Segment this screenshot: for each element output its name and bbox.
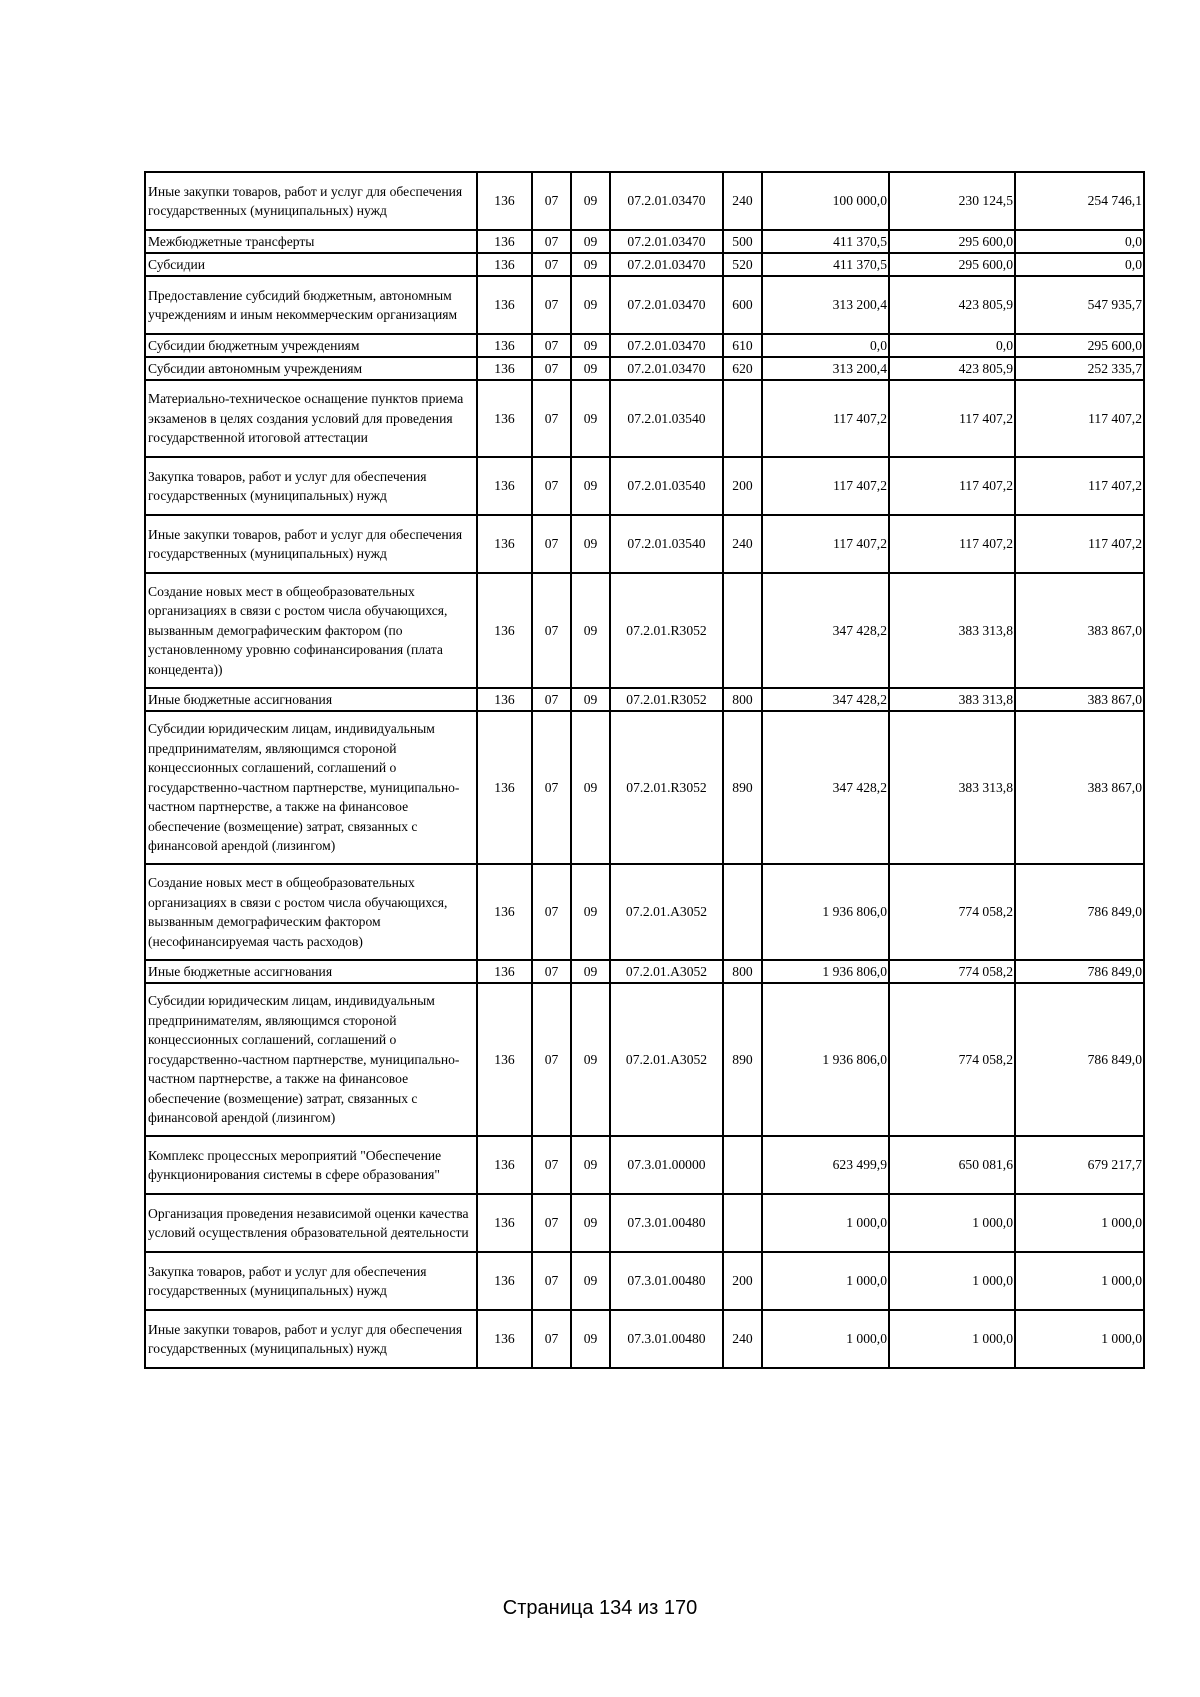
cell-expense-type: 200 bbox=[723, 1252, 762, 1310]
table-row bbox=[145, 172, 1144, 230]
cell-amount-year-2: 230 124,5 bbox=[889, 172, 1015, 230]
cell-subsection: 09 bbox=[571, 172, 610, 230]
cell-amount-year-1: 1 000,0 bbox=[762, 1194, 889, 1252]
cell-amount-year-2: 117 407,2 bbox=[889, 380, 1015, 457]
cell-amount-year-3: 0,0 bbox=[1015, 253, 1144, 276]
cell-subsection: 09 bbox=[571, 230, 610, 253]
cell-section: 07 bbox=[532, 357, 571, 380]
cell-name: Закупка товаров, работ и услуг для обеспечения государственных (муниципальных) нужд bbox=[145, 457, 477, 515]
cell-name: Иные закупки товаров, работ и услуг для обеспечения государственных (муниципальных) нужд bbox=[145, 515, 477, 573]
cell-amount-year-1: 347 428,2 bbox=[762, 573, 889, 688]
table-row bbox=[145, 864, 1144, 960]
cell-amount-year-2: 1 000,0 bbox=[889, 1252, 1015, 1310]
table-row bbox=[145, 276, 1144, 334]
cell-ministry-code: 136 bbox=[477, 172, 532, 230]
table-row bbox=[145, 253, 1144, 276]
cell-expense-type: 620 bbox=[723, 357, 762, 380]
cell-target-article: 07.2.01.03470 bbox=[610, 276, 723, 334]
cell-subsection: 09 bbox=[571, 253, 610, 276]
cell-expense-type: 240 bbox=[723, 172, 762, 230]
cell-amount-year-1: 1 936 806,0 bbox=[762, 960, 889, 983]
cell-ministry-code: 136 bbox=[477, 357, 532, 380]
cell-target-article: 07.2.01.03470 bbox=[610, 253, 723, 276]
cell-section: 07 bbox=[532, 711, 571, 864]
cell-name: Организация проведения независимой оценки качества условий осуществления образовательной деятельности bbox=[145, 1194, 477, 1252]
cell-amount-year-3: 679 217,7 bbox=[1015, 1136, 1144, 1194]
cell-ministry-code: 136 bbox=[477, 380, 532, 457]
cell-amount-year-3: 252 335,7 bbox=[1015, 357, 1144, 380]
cell-amount-year-1: 411 370,5 bbox=[762, 253, 889, 276]
table-row bbox=[145, 711, 1144, 864]
cell-expense-type: 890 bbox=[723, 983, 762, 1136]
cell-amount-year-2: 383 313,8 bbox=[889, 688, 1015, 711]
cell-amount-year-3: 383 867,0 bbox=[1015, 711, 1144, 864]
cell-amount-year-3: 1 000,0 bbox=[1015, 1252, 1144, 1310]
cell-amount-year-1: 117 407,2 bbox=[762, 380, 889, 457]
cell-section: 07 bbox=[532, 276, 571, 334]
cell-ministry-code: 136 bbox=[477, 457, 532, 515]
table-row bbox=[145, 1252, 1144, 1310]
table-row bbox=[145, 380, 1144, 457]
cell-subsection: 09 bbox=[571, 983, 610, 1136]
cell-subsection: 09 bbox=[571, 515, 610, 573]
cell-name: Субсидии bbox=[145, 253, 477, 276]
cell-subsection: 09 bbox=[571, 357, 610, 380]
cell-name: Материально-техническое оснащение пунктов приема экзаменов в целях создания условий для проведения государственной итоговой аттестации bbox=[145, 380, 477, 457]
cell-amount-year-3: 1 000,0 bbox=[1015, 1310, 1144, 1368]
cell-subsection: 09 bbox=[571, 864, 610, 960]
cell-target-article: 07.2.01.03540 bbox=[610, 380, 723, 457]
cell-subsection: 09 bbox=[571, 380, 610, 457]
cell-amount-year-1: 1 936 806,0 bbox=[762, 864, 889, 960]
cell-expense-type: 610 bbox=[723, 334, 762, 357]
cell-section: 07 bbox=[532, 688, 571, 711]
cell-ministry-code: 136 bbox=[477, 1194, 532, 1252]
table-row bbox=[145, 960, 1144, 983]
cell-section: 07 bbox=[532, 864, 571, 960]
table-row bbox=[145, 1136, 1144, 1194]
cell-amount-year-1: 347 428,2 bbox=[762, 711, 889, 864]
cell-name: Создание новых мест в общеобразовательных организациях в связи с ростом числа обучающихся, вызванным демографическим фактором (несофинансируемая часть расходов) bbox=[145, 864, 477, 960]
cell-amount-year-3: 254 746,1 bbox=[1015, 172, 1144, 230]
table-row bbox=[145, 573, 1144, 688]
cell-target-article: 07.2.01.R3052 bbox=[610, 711, 723, 864]
cell-ministry-code: 136 bbox=[477, 960, 532, 983]
cell-amount-year-1: 0,0 bbox=[762, 334, 889, 357]
cell-section: 07 bbox=[532, 230, 571, 253]
cell-section: 07 bbox=[532, 983, 571, 1136]
cell-amount-year-1: 623 499,9 bbox=[762, 1136, 889, 1194]
cell-target-article: 07.2.01.А3052 bbox=[610, 983, 723, 1136]
cell-expense-type bbox=[723, 1194, 762, 1252]
table-row bbox=[145, 1310, 1144, 1368]
cell-expense-type: 800 bbox=[723, 688, 762, 711]
cell-amount-year-2: 423 805,9 bbox=[889, 276, 1015, 334]
cell-subsection: 09 bbox=[571, 1136, 610, 1194]
cell-name: Межбюджетные трансферты bbox=[145, 230, 477, 253]
cell-section: 07 bbox=[532, 380, 571, 457]
cell-target-article: 07.2.01.03470 bbox=[610, 230, 723, 253]
table-row bbox=[145, 457, 1144, 515]
cell-target-article: 07.3.01.00480 bbox=[610, 1252, 723, 1310]
cell-amount-year-2: 117 407,2 bbox=[889, 457, 1015, 515]
cell-name: Иные бюджетные ассигнования bbox=[145, 688, 477, 711]
cell-expense-type bbox=[723, 1136, 762, 1194]
cell-amount-year-2: 117 407,2 bbox=[889, 515, 1015, 573]
table-row bbox=[145, 1194, 1144, 1252]
cell-section: 07 bbox=[532, 172, 571, 230]
cell-subsection: 09 bbox=[571, 457, 610, 515]
cell-name: Субсидии бюджетным учреждениям bbox=[145, 334, 477, 357]
cell-ministry-code: 136 bbox=[477, 711, 532, 864]
cell-amount-year-1: 411 370,5 bbox=[762, 230, 889, 253]
cell-amount-year-3: 1 000,0 bbox=[1015, 1194, 1144, 1252]
cell-name: Закупка товаров, работ и услуг для обеспечения государственных (муниципальных) нужд bbox=[145, 1252, 477, 1310]
cell-name: Субсидии юридическим лицам, индивидуальным предпринимателям, являющимся стороной концессионных соглашений, соглашений о государственно-частном партнерстве, муниципально-частном партнерстве, а также на финансовое обеспечение (возмещение) затрат, связанных с финансовой арендой (лизингом) bbox=[145, 711, 477, 864]
cell-amount-year-3: 0,0 bbox=[1015, 230, 1144, 253]
cell-ministry-code: 136 bbox=[477, 253, 532, 276]
cell-amount-year-3: 117 407,2 bbox=[1015, 457, 1144, 515]
cell-subsection: 09 bbox=[571, 711, 610, 864]
cell-amount-year-2: 423 805,9 bbox=[889, 357, 1015, 380]
cell-ministry-code: 136 bbox=[477, 983, 532, 1136]
cell-name: Субсидии юридическим лицам, индивидуальным предпринимателям, являющимся стороной концессионных соглашений, соглашений о государственно-частном партнерстве, муниципально-частном партнерстве, а также на финансовое обеспечение (возмещение) затрат, связанных с финансовой арендой (лизингом) bbox=[145, 983, 477, 1136]
cell-amount-year-3: 295 600,0 bbox=[1015, 334, 1144, 357]
cell-target-article: 07.3.01.00480 bbox=[610, 1194, 723, 1252]
cell-amount-year-1: 347 428,2 bbox=[762, 688, 889, 711]
cell-amount-year-2: 383 313,8 bbox=[889, 573, 1015, 688]
cell-expense-type: 800 bbox=[723, 960, 762, 983]
cell-amount-year-3: 786 849,0 bbox=[1015, 864, 1144, 960]
table-row bbox=[145, 334, 1144, 357]
cell-amount-year-3: 786 849,0 bbox=[1015, 983, 1144, 1136]
cell-ministry-code: 136 bbox=[477, 1310, 532, 1368]
cell-name: Иные закупки товаров, работ и услуг для обеспечения государственных (муниципальных) нужд bbox=[145, 1310, 477, 1368]
cell-amount-year-1: 117 407,2 bbox=[762, 457, 889, 515]
cell-target-article: 07.3.01.00480 bbox=[610, 1310, 723, 1368]
table-row bbox=[145, 357, 1144, 380]
cell-target-article: 07.2.01.03470 bbox=[610, 172, 723, 230]
cell-subsection: 09 bbox=[571, 1310, 610, 1368]
cell-expense-type: 600 bbox=[723, 276, 762, 334]
cell-amount-year-3: 383 867,0 bbox=[1015, 573, 1144, 688]
cell-section: 07 bbox=[532, 515, 571, 573]
cell-amount-year-2: 295 600,0 bbox=[889, 230, 1015, 253]
cell-amount-year-2: 774 058,2 bbox=[889, 864, 1015, 960]
cell-section: 07 bbox=[532, 573, 571, 688]
cell-subsection: 09 bbox=[571, 276, 610, 334]
cell-expense-type bbox=[723, 864, 762, 960]
table-row bbox=[145, 983, 1144, 1136]
cell-target-article: 07.2.01.03540 bbox=[610, 457, 723, 515]
cell-amount-year-1: 313 200,4 bbox=[762, 276, 889, 334]
cell-section: 07 bbox=[532, 1252, 571, 1310]
table-row bbox=[145, 515, 1144, 573]
cell-section: 07 bbox=[532, 1136, 571, 1194]
cell-amount-year-2: 650 081,6 bbox=[889, 1136, 1015, 1194]
cell-amount-year-2: 774 058,2 bbox=[889, 983, 1015, 1136]
cell-expense-type: 520 bbox=[723, 253, 762, 276]
cell-section: 07 bbox=[532, 457, 571, 515]
cell-subsection: 09 bbox=[571, 960, 610, 983]
cell-amount-year-3: 117 407,2 bbox=[1015, 380, 1144, 457]
page-number-footer: Страница 134 из 170 bbox=[502, 1597, 698, 1619]
cell-ministry-code: 136 bbox=[477, 515, 532, 573]
cell-expense-type bbox=[723, 380, 762, 457]
cell-target-article: 07.2.01.А3052 bbox=[610, 864, 723, 960]
cell-expense-type: 240 bbox=[723, 515, 762, 573]
cell-name: Субсидии автономным учреждениям bbox=[145, 357, 477, 380]
cell-section: 07 bbox=[532, 1310, 571, 1368]
cell-subsection: 09 bbox=[571, 573, 610, 688]
table-row bbox=[145, 230, 1144, 253]
cell-ministry-code: 136 bbox=[477, 864, 532, 960]
cell-amount-year-2: 1 000,0 bbox=[889, 1194, 1015, 1252]
cell-target-article: 07.3.01.00000 bbox=[610, 1136, 723, 1194]
cell-expense-type: 500 bbox=[723, 230, 762, 253]
cell-amount-year-3: 117 407,2 bbox=[1015, 515, 1144, 573]
cell-target-article: 07.2.01.03540 bbox=[610, 515, 723, 573]
cell-amount-year-3: 383 867,0 bbox=[1015, 688, 1144, 711]
cell-amount-year-1: 100 000,0 bbox=[762, 172, 889, 230]
cell-name: Создание новых мест в общеобразовательных организациях в связи с ростом числа обучающихся, вызванным демографическим фактором (по установленному уровню софинансирования (плата концедента)) bbox=[145, 573, 477, 688]
table-body bbox=[145, 172, 1144, 1368]
cell-expense-type: 890 bbox=[723, 711, 762, 864]
cell-amount-year-2: 0,0 bbox=[889, 334, 1015, 357]
cell-amount-year-1: 313 200,4 bbox=[762, 357, 889, 380]
cell-ministry-code: 136 bbox=[477, 276, 532, 334]
cell-amount-year-2: 295 600,0 bbox=[889, 253, 1015, 276]
cell-ministry-code: 136 bbox=[477, 230, 532, 253]
cell-name: Предоставление субсидий бюджетным, автономным учреждениям и иным некоммерческим организациям bbox=[145, 276, 477, 334]
cell-name: Иные закупки товаров, работ и услуг для обеспечения государственных (муниципальных) нужд bbox=[145, 172, 477, 230]
cell-subsection: 09 bbox=[571, 688, 610, 711]
cell-amount-year-1: 1 000,0 bbox=[762, 1252, 889, 1310]
cell-subsection: 09 bbox=[571, 334, 610, 357]
cell-expense-type: 240 bbox=[723, 1310, 762, 1368]
cell-name: Иные бюджетные ассигнования bbox=[145, 960, 477, 983]
cell-name: Комплекс процессных мероприятий "Обеспечение функционирования системы в сфере образования" bbox=[145, 1136, 477, 1194]
table-row bbox=[145, 688, 1144, 711]
cell-target-article: 07.2.01.А3052 bbox=[610, 960, 723, 983]
cell-amount-year-1: 1 936 806,0 bbox=[762, 983, 889, 1136]
cell-subsection: 09 bbox=[571, 1252, 610, 1310]
cell-ministry-code: 136 bbox=[477, 1252, 532, 1310]
cell-ministry-code: 136 bbox=[477, 573, 532, 688]
cell-amount-year-3: 547 935,7 bbox=[1015, 276, 1144, 334]
cell-ministry-code: 136 bbox=[477, 1136, 532, 1194]
cell-ministry-code: 136 bbox=[477, 688, 532, 711]
cell-expense-type: 200 bbox=[723, 457, 762, 515]
cell-amount-year-1: 1 000,0 bbox=[762, 1310, 889, 1368]
cell-section: 07 bbox=[532, 253, 571, 276]
cell-amount-year-2: 383 313,8 bbox=[889, 711, 1015, 864]
cell-section: 07 bbox=[532, 960, 571, 983]
budget-table bbox=[144, 171, 1145, 1369]
cell-amount-year-2: 1 000,0 bbox=[889, 1310, 1015, 1368]
cell-ministry-code: 136 bbox=[477, 334, 532, 357]
cell-target-article: 07.2.01.03470 bbox=[610, 357, 723, 380]
cell-section: 07 bbox=[532, 1194, 571, 1252]
cell-target-article: 07.2.01.03470 bbox=[610, 334, 723, 357]
cell-target-article: 07.2.01.R3052 bbox=[610, 688, 723, 711]
cell-amount-year-1: 117 407,2 bbox=[762, 515, 889, 573]
cell-target-article: 07.2.01.R3052 bbox=[610, 573, 723, 688]
cell-section: 07 bbox=[532, 334, 571, 357]
cell-amount-year-3: 786 849,0 bbox=[1015, 960, 1144, 983]
cell-expense-type bbox=[723, 573, 762, 688]
cell-subsection: 09 bbox=[571, 1194, 610, 1252]
cell-amount-year-2: 774 058,2 bbox=[889, 960, 1015, 983]
